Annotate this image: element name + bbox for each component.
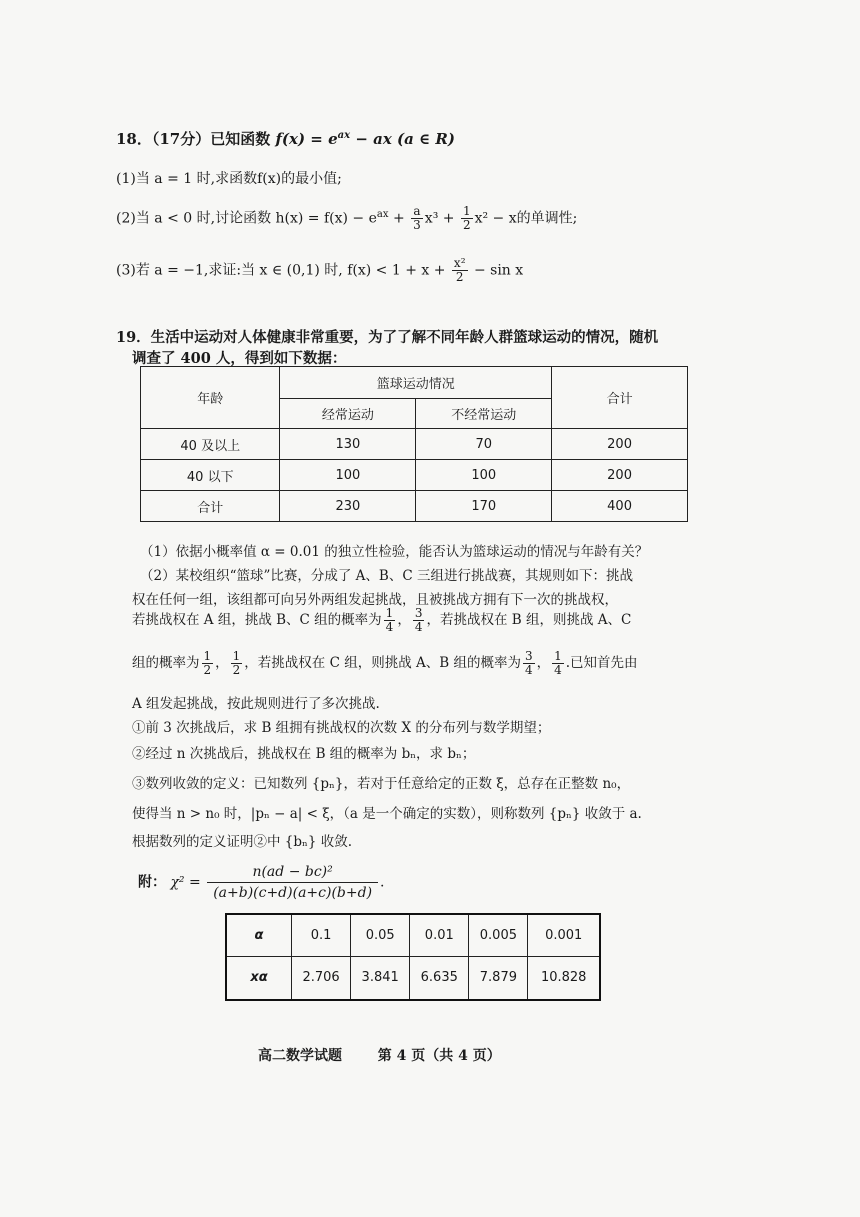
header-often: 经常运动 (280, 399, 416, 429)
q19-sub2-item2: ②经过 n 次挑战后，挑战权在 B 组的概率为 bₙ，求 bₙ； (132, 746, 476, 762)
q18-function: $f(x) = e^{ax}$ − ax (a ∈ R) (275, 130, 455, 148)
footer-title: 高二数学试题 (258, 1048, 342, 1064)
header-basketball: 篮球运动情况 (280, 367, 552, 399)
table-row: 合计 230 170 400 (141, 491, 688, 522)
q19-sub2-line5: A 组发起挑战，按此规则进行了多次挑战. (132, 696, 380, 712)
q18-part2: (2)当 a < 0 时,讨论函数 $h(x) = f(x) - e^{ax}$ + $\frac{a}{3}$ x³ + $\frac{1}{2}$ x² − x的单调性; (116, 204, 578, 232)
fraction-x2-2: $\frac{\text{x²}}{2}$ (453, 256, 466, 284)
q19-sub2-item3-line1: ③数列收敛的定义：已知数列 {pₙ}，若对于任意给定的正数 ξ，总存在正整数 n₀， (132, 776, 631, 792)
alpha-label: α (226, 914, 292, 956)
fraction-1-2: $\frac{1}{2}$ (462, 204, 471, 232)
header-not-often: 不经常运动 (416, 399, 552, 429)
x-alpha-label: xα (226, 956, 292, 1000)
q18-part1: (1)当 a = 1 时,求函数f(x)的最小值; (116, 171, 342, 187)
q19-sub2-item3-line2: 使得当 n > n₀ 时，|pₙ − a| < ξ，（a 是一个确定的实数），则称数列 {pₙ} 收敛于 a. (132, 806, 642, 822)
appendix-formula: 附： χ² = $\frac{\text{n(ad − bc)²}}{(a+b)(c+d)(a+c)(b+d)}$ . (138, 864, 385, 901)
footer-page-number: 第 4 页（共 4 页） (377, 1048, 501, 1064)
q19-sub2-item3-line3: 根据数列的定义证明②中 {bₙ} 收敛. (132, 834, 353, 850)
q19-sub2-item1: ①前 3 次挑战后，求 B 组拥有挑战权的次数 X 的分布列与数学期望； (132, 720, 551, 736)
table-row: 40 以下 100 100 200 (141, 460, 688, 491)
table-row: 40 及以上 130 70 200 (141, 429, 688, 460)
q18-part3: (3)若 a = −1,求证:当 x ∈ (0,1) 时, f(x) < 1 + x + $\frac{\text{x²}}{2}$ − sin x (116, 256, 524, 284)
header-age: 年龄 (141, 367, 280, 429)
survey-table (140, 366, 688, 522)
critical-value-table: α 0.1 0.05 0.01 0.005 0.001 xα 2.706 3.841 6.635 7.879 10.828 (225, 913, 601, 1001)
q19-sub2-line1: （2）某校组织“篮球”比赛，分成了 A、B、C 三组进行挑战赛，其规则如下：挑战 (140, 568, 633, 584)
chi-square-fraction: $\frac{\text{n(ad − bc)²}}{(a+b)(c+d)(a+c)(b+d)}$ (207, 862, 378, 903)
q19-sub2-line3: 若挑战权在 A 组，挑战 B、C 组的概率为 $\frac{1}{4}$ ， $\frac{3}{4}$ ，若挑战权在 B 组，则挑战 A、C (132, 606, 632, 634)
q18-title (116, 128, 455, 149)
q19-intro-line2: 调查了 400 人，得到如下数据： (132, 350, 347, 367)
page-footer (258, 1045, 501, 1065)
q19-sub2-line4: 组的概率为 $\frac{1}{2}$ ， $\frac{1}{2}$ ，若挑战权在 C 组，则挑战 A、B 组的概率为 $\frac{3}{4}$ ， $\frac{1}{4}$ .已知首先由 (132, 649, 638, 677)
q18-header: 18．（17分）已知函数 (116, 130, 271, 148)
header-total: 合计 (552, 367, 688, 429)
q19-sub1: （1）依据小概率值 α = 0.01 的独立性检验，能否认为篮球运动的情况与年龄有关？ (140, 544, 649, 560)
fraction-a-3: $\frac{a}{3}$ (413, 204, 421, 232)
q19-sub2-line2: 权在任何一组，该组都可向另外两组发起挑战，且被挑战方拥有下一次的挑战权， (132, 592, 618, 608)
q19-intro-line1: 19．生活中运动对人体健康非常重要，为了了解不同年龄人群篮球运动的情况，随机 (116, 329, 659, 346)
